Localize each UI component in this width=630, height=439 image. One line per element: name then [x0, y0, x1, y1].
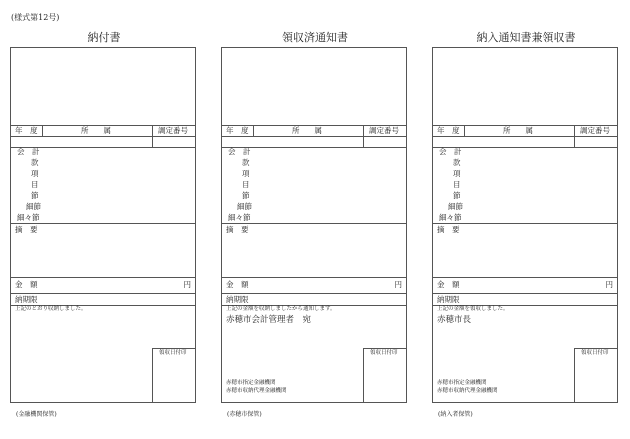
form-divider: [433, 293, 617, 294]
form-divider: [433, 277, 617, 278]
form-divider: [222, 223, 406, 224]
yen-label: 円: [394, 280, 402, 289]
account-label: 細節: [26, 202, 41, 211]
summary-label: 摘 要: [226, 225, 249, 234]
account-label: 節: [242, 191, 250, 200]
stamp-label: 領収日付印: [581, 350, 609, 356]
deadline-label: 納期限: [437, 295, 460, 304]
account-label: 目: [31, 180, 39, 189]
account-label: 節: [453, 191, 461, 200]
account-label: 会 計: [228, 147, 251, 156]
account-label: 細々節: [228, 213, 251, 222]
account-label: 款: [453, 158, 461, 167]
year-label: 年 度: [226, 126, 249, 135]
footer-note: (納入者保管): [438, 411, 473, 418]
designated-bank-text: 赤穂市指定金融機関: [226, 380, 276, 386]
account-label: 細節: [448, 202, 463, 211]
account-label: 項: [242, 169, 250, 178]
year-label: 年 度: [15, 126, 38, 135]
amount-label: 金 額: [226, 280, 249, 289]
assessment-number-label: 調定番号: [158, 126, 188, 135]
form-divider: [433, 136, 617, 137]
assessment-number-label: 調定番号: [369, 126, 399, 135]
summary-label: 摘 要: [437, 225, 460, 234]
department-label: 所 属: [292, 126, 322, 135]
panel-title: 領収済通知書: [282, 31, 348, 44]
receipt-addressee: 赤穂市会計管理者 宛: [226, 315, 312, 325]
amount-label: 金 額: [437, 280, 460, 289]
form-divider: [464, 125, 465, 136]
payment-form-panel: [221, 47, 407, 403]
receipt-text: 上記のとおり収納しました。: [15, 306, 87, 312]
form-divider: [574, 125, 575, 147]
assessment-number-label: 調定番号: [580, 126, 610, 135]
receipt-text: 上記の金額を収納しましたから通知します。: [226, 306, 336, 312]
account-label: 細々節: [439, 213, 462, 222]
stamp-label: 領収日付印: [159, 350, 187, 356]
form-divider: [152, 125, 153, 147]
footer-note: (金融機関保管): [16, 411, 57, 418]
account-label: 節: [31, 191, 39, 200]
deadline-label: 納期限: [15, 295, 38, 304]
department-label: 所 属: [503, 126, 533, 135]
payment-form-panel: [10, 47, 196, 403]
stamp-label: 領収日付印: [370, 350, 398, 356]
panel-title: 納付書: [87, 31, 121, 44]
form-divider: [11, 293, 195, 294]
footer-note: (赤穂市保管): [227, 411, 262, 418]
account-label: 会 計: [17, 147, 40, 156]
designated-bank-text: 赤穂市指定金融機関: [437, 380, 487, 386]
form-divider: [253, 125, 254, 136]
form-divider: [11, 277, 195, 278]
account-label: 目: [453, 180, 461, 189]
account-label: 会 計: [439, 147, 462, 156]
form-divider: [222, 293, 406, 294]
form-divider: [363, 125, 364, 147]
payment-form-panel: [432, 47, 618, 403]
form-divider: [42, 125, 43, 136]
yen-label: 円: [605, 280, 613, 289]
receipt-text: 上記の金額を領収しました。: [437, 306, 509, 312]
account-label: 款: [31, 158, 39, 167]
form-divider: [11, 136, 195, 137]
panel-title: 納入通知書兼領収書: [476, 31, 576, 44]
receipt-addressee: 赤穂市長: [437, 315, 472, 325]
account-label: 款: [242, 158, 250, 167]
account-label: 細々節: [17, 213, 40, 222]
account-label: 項: [453, 169, 461, 178]
account-label: 項: [31, 169, 39, 178]
form-number: (様式第12号): [11, 13, 60, 22]
account-label: 細節: [237, 202, 252, 211]
form-divider: [11, 223, 195, 224]
form-divider: [222, 136, 406, 137]
account-label: 目: [242, 180, 250, 189]
yen-label: 円: [183, 280, 191, 289]
summary-label: 摘 要: [15, 225, 38, 234]
department-label: 所 属: [81, 126, 111, 135]
year-label: 年 度: [437, 126, 460, 135]
form-divider: [222, 277, 406, 278]
agent-bank-text: 赤穂市収納代理金融機関: [437, 388, 498, 394]
amount-label: 金 額: [15, 280, 38, 289]
deadline-label: 納期限: [226, 295, 249, 304]
agent-bank-text: 赤穂市収納代理金融機関: [226, 388, 287, 394]
form-divider: [433, 223, 617, 224]
